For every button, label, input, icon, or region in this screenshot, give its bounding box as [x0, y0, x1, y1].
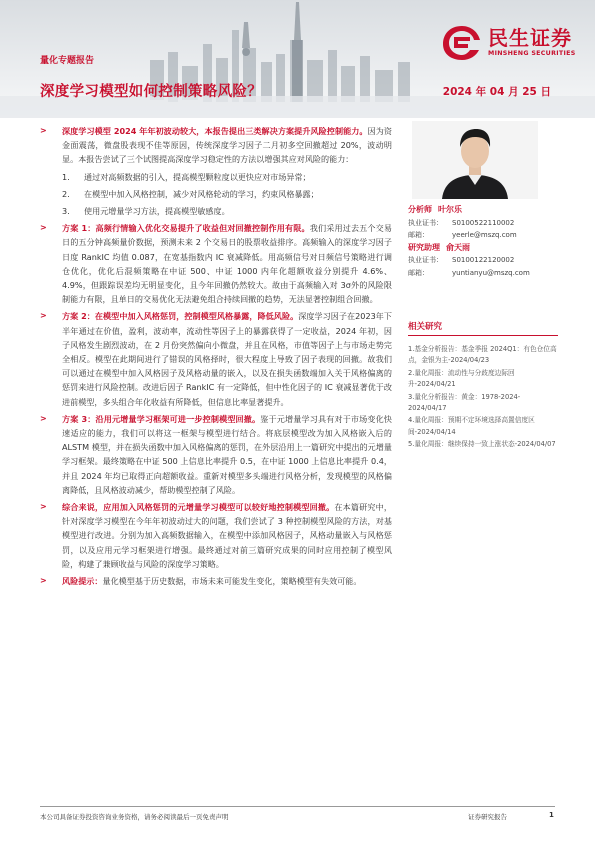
logo-text-en: MINSHENG SECURITIES — [488, 50, 576, 57]
summary-paragraph — [40, 500, 392, 571]
arrow-bullet-icon: > — [40, 311, 47, 321]
list-item-number: 3. — [62, 206, 70, 217]
paragraph-text: 因为资金面震荡，微盘股表现不佳等原因，传统深度学习因子二月初多空回撤超过 20%，波动明显。本报告尝试了三个试图提高深度学习稳定性的方法以增强其应对风险的能力： — [62, 126, 392, 165]
paragraph-lead: 综合来说，应用加入风格惩罚的元增量学习模型可以较好地控制模型回撤。 — [62, 502, 335, 513]
analyst-email-link[interactable]: yuntianyu@mszq.com — [452, 268, 530, 277]
arrow-bullet-icon: > — [40, 413, 47, 423]
analyst-role: 分析师 — [408, 205, 432, 214]
paragraph-lead: 方案 2：在模型中加入风格惩罚，控制模型风格暴露，降低风险。 — [62, 311, 299, 322]
analyst-email-row — [408, 267, 558, 280]
footer-divider — [40, 806, 555, 807]
paragraph-text: 深度学习因子在2023年下半年通过在价值，盈利，波动率，流动性等因子上的暴露获得了一定收益，2024 年初，因子风格发生剧烈波动，在 2 月份突然偏向小微盘，并且在风格，市值等因子上与市场走势完全相反。模型在此期间进行了错误的风格择时，很大程度上导致了因子表现的回撤。故我们可以通过在模型中加入风格因子及风格动量的嵌入，以及在损失函数端加入关于风格偏离的惩罚来进行风险控制。改进后因子 RankIC 有一定降低，但中性化因子的 IC 衰减显著优于改进前模型，多头组合年化收益有所降低，但信息比率显著提升。 — [62, 311, 393, 407]
analyst-name: 俞天雨 — [446, 242, 470, 252]
minsheng-logo-mark-icon — [440, 22, 484, 62]
paragraph-text: 在本篇研究中，针对深度学习模型在今年年初波动过大的问题，我们尝试了 3 种控制模型风险的方法，对基模型进行改进。分别为加入高频数据输入，在模型中添加风格因子，风格动量嵌入与风格惩罚，以及应用元学习框架进行增强。最终通过对前三篇研究成果的同时应用控制了模型风险，构建了兼顾收益与风险的深度学习策略。 — [62, 502, 392, 569]
list-item-number: 2. — [62, 188, 70, 199]
report-title: 深度学习模型如何控制策略风险？ — [40, 84, 262, 100]
list-item-text: 在模型中加入风格控制，减少对风格轮动的学习，约束风格暴露； — [84, 188, 319, 199]
report-header — [0, 0, 595, 118]
report-date: 2024 年 04 月 25 日 — [442, 86, 551, 98]
analyst-email-row — [408, 229, 558, 242]
list-item-text: 使用元增量学习方法，提高模型敏感度。 — [84, 206, 230, 217]
logo-text-cn: 民生证券 — [488, 26, 572, 50]
risk-warning — [40, 574, 392, 588]
summary-body — [40, 124, 392, 591]
related-research — [408, 320, 558, 452]
arrow-bullet-icon: > — [40, 576, 47, 586]
related-research-list — [408, 344, 558, 451]
footer-label: 证券研究报告 — [468, 813, 507, 821]
email-label: 邮箱： — [408, 268, 429, 277]
analyst-portrait-icon — [412, 121, 538, 199]
minsheng-logo — [438, 20, 578, 64]
analyst-name: 叶尔乐 — [438, 205, 462, 214]
analyst-photo — [412, 121, 538, 199]
analyst-role: 研究助理 — [408, 242, 440, 252]
arrow-bullet-icon: > — [40, 126, 47, 135]
email-label: 邮箱： — [408, 231, 429, 240]
analyst-info — [408, 204, 558, 280]
paragraph-text: 鉴于元增量学习具有对于市场变化快速适应的能力，我们可以将这一框架与模型进行结合。将底层模型改为加入风格嵌入后的 ALSTM 模型，并在损失函数中加入风格偏离的惩罚，在外层沿用上一篇研究中提出的元增量学习框架。最终策略在中证 500 上信息比率提升 0.5，在中证 1000 上信息比率提升 0.4，并且 2024 年均已取得正向超额收益。重新对模型多头端进行风格分析，发现模型的风格偏离降低，且风格波动减少，帮助模型控制了风险。 — [62, 413, 392, 495]
cert-number: S0100122120002 — [452, 256, 515, 265]
cert-label: 执业证书： — [408, 256, 443, 265]
list-item-text: 通过对高频数据的引入，提高模型颗粒度以更快应对市场异常； — [84, 171, 311, 182]
list-item — [62, 187, 392, 201]
related-research-link[interactable]: 1.基金分析报告：基金季报 2024Q1：有色仓位高点，金银为主-2024/04/23 — [408, 345, 557, 365]
related-research-link[interactable]: 4.量化周报：预期不定环境选择高置信度区间-2024/04/14 — [408, 416, 535, 436]
paragraph-text: 我们采用过去五个交易日的五分钟高频量价数据，预测未来 2 个交易日的股票收益排序。高频输入的深度学习因子日度 RankIC 均值 0.087，在宽基指数内 IC 衰减降低。用高频信号对日频信号策略进行调仓优化，优化后混频策略在中证 500、中证 1000 内年化超额收益分别提升 4.6%、4.9%，但跟踪误差均无明显变化，且今年回撤仍然较大。故由于高频输入对 3σ外的风险限制能力有限，且单日的交易优化无法避免组合持续回撤的趋势，无法显著控制组合回撤。 — [62, 223, 392, 305]
related-research-title: 相关研究 — [408, 320, 558, 336]
list-item — [62, 170, 392, 184]
cert-label: 执业证书： — [408, 218, 443, 227]
method-list — [40, 170, 392, 219]
summary-paragraph — [40, 221, 392, 306]
cert-number: S0100522110002 — [452, 218, 515, 227]
related-research-link[interactable]: 5.量化周报：继续保持一致上涨状态-2024/04/07 — [408, 440, 556, 449]
summary-paragraph — [40, 309, 392, 408]
paragraph-lead: 方案 1：高频行情输入优化交易提升了收益但对回撤控制作用有限。 — [62, 223, 310, 234]
list-item-number: 1. — [62, 171, 70, 182]
paragraph-lead: 风险提示： — [62, 576, 103, 587]
report-type: 量化专题报告 — [40, 56, 95, 66]
page-number: 1 — [549, 811, 554, 819]
summary-paragraph — [40, 412, 392, 497]
analyst-email-link[interactable]: yeerle@mszq.com — [452, 231, 517, 240]
list-item — [62, 204, 392, 218]
paragraph-lead: 深度学习模型 2024 年年初波动较大，本报告提出三类解决方案提升风险控制能力。 — [62, 126, 368, 136]
footer-disclaimer: 本公司具备证券投资咨询业务资格，请务必阅读最后一页免责声明 — [40, 813, 229, 821]
paragraph-lead: 方案 3：沿用元增量学习框架可进一步控制模型回撤。 — [62, 413, 261, 424]
analyst-header — [408, 204, 558, 217]
analyst-cert-row — [408, 217, 558, 230]
summary-paragraph — [40, 124, 392, 167]
arrow-bullet-icon: > — [40, 502, 47, 512]
related-research-link[interactable]: 2.量化周报：流动性与分歧度边际回升-2024/04/21 — [408, 368, 515, 389]
paragraph-text: 量化模型基于历史数据，市场未来可能发生变化，策略模型有失效可能。 — [102, 576, 362, 587]
arrow-bullet-icon: > — [40, 223, 47, 233]
analyst-header — [408, 242, 558, 255]
related-research-link[interactable]: 3.量化分析报告：黄金：1978-2024-2024/04/17 — [408, 392, 521, 413]
analyst-cert-row — [408, 254, 558, 267]
